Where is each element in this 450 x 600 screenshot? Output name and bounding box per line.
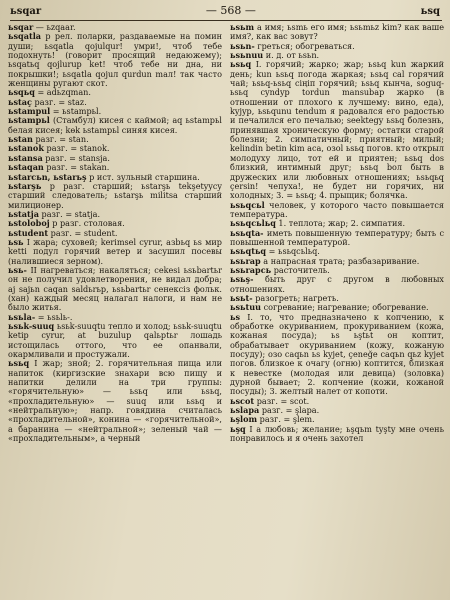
- dictionary-entry: [8, 359, 222, 443]
- entry-definition: р ист. зульный старшина.: [86, 171, 200, 182]
- entry-definition: а напрасная трата; разбазаривание.: [260, 255, 420, 266]
- entry-headword: ьstatja: [8, 208, 39, 219]
- entry-headword: ьsьt-: [230, 292, 253, 303]
- entry-headword: ьstampьl: [8, 115, 50, 126]
- dictionary-entry: [8, 238, 222, 266]
- entry-definition: = ьsьqcьlьq.: [266, 246, 320, 257]
- entry-headword: ьsqьq: [8, 87, 35, 98]
- entry-headword: ьşlom: [230, 414, 258, 425]
- entry-headword: ьsьrapcь: [230, 264, 272, 275]
- entry-definition: разг. = şlapa.: [259, 405, 320, 416]
- entry-headword: ьsьla-: [8, 311, 36, 322]
- entry-headword: ьsqatla: [8, 31, 42, 42]
- entry-definition: I. то, что предназначено к копчению, к обработке окуриванием, прокуриванием (кожа, кожаная посуда); ьs ьştьt он коптит, обрабатывает окуриванием (кожу, кожаную посуду); oзo caqьn ьs kyjet, çeneğe caqьn qьz kyjet погов. близкое к очагу (огню) коптится, близкая к невестке (молодая или девица) (золовка) дурной бывает; 2. копчение (кожи, кожаной посуды); 3. желтый налет от копоти.: [230, 311, 444, 397]
- entry-headword: ьstan: [8, 134, 33, 145]
- entry-definition: р рел. поларки, раздаваемые на помин души; ьsqatla qojulqur! умри!, чтоб тебе подохнуть! (говорит просящий недаюжему); ьsqatьq qojlurup ket! чтоб тебе ни дна, ни покрышки!; ьsqatla qojuл qurdun maл! так часто женщины ругают скот.: [8, 31, 222, 89]
- entry-definition: I а любовь; желание; ьşqьm tyşty мне очень понравилось и я очень захотел: [230, 423, 444, 444]
- dictionary-entry: [8, 182, 222, 210]
- entry-definition: разг. = stanok.: [43, 143, 110, 154]
- entry-headword: ьsьm: [230, 23, 255, 32]
- entry-definition: (Стамбул) кисея с каймой; aq ьstampьl белая кисея; kөk ьstampьl синяя кисея.: [8, 115, 222, 135]
- entry-headword: ьsьk-suuq: [8, 321, 55, 331]
- dictionary-entry: [230, 275, 444, 294]
- entry-headword: ьsьq: [230, 59, 252, 70]
- entry-definition: разг. = stan.: [32, 134, 89, 145]
- dictionary-entry: [8, 32, 222, 88]
- entry-definition: I жар; зной; 2. горячительная пища или напиток (киргизские знахари всю пищу и напитки делили на три группы: «горячительную» — ьsьq или ьsьq, «прохладительную» — suuq или ьsьq и «нейтральную»; напр. говядина считалась «прохладительной», конина — «горячительной», а баранина — «нейтральной»; зеленый чай — «прохладительным», а черный: [8, 358, 222, 444]
- entry-definition: I. горячий; жарко; жар; ьsьq kun жаркий день; kun ьsьq погода жаркая; ьsьq cal горячий чай; ьsьq-ьsьq сіңіп горячий; ьsьq кынча, soguq-ьsьq cyndyp tordun mansubap жарко (в отношении от плохого к лучшему: вино, еда), kyjyp, ьsьqunu tendum я радовался его радостью и печалился его печалью; seektegy ьsьq болезнь, принявшая хроническую форму; остатки старой болезни; 2. симпатичный; приятный; милый; kelindin betin kim aca, oзol ьsьq погов. кто открыл молодуху лицо, тот ей и приятен; ьsьq dos близкий, интимный друг; ьsьq boл быть в дружеских или любовных отношениях; ьsьqьq çersin! чепуха!, не будет ни горячих, ни холодных; 3. = ьsьq; 4. прыщик; болячка.: [230, 59, 444, 201]
- entry-definition: II нагреваться; накаляться; cekesi ьsьbartьr он не получил удовлетворения, не видал добра; aj sajьn caqan saldьrьp, ьsьbartьr сенексіз фольк. (хан) каждый месяц налагал налоги, и нам не было житья.: [8, 264, 222, 313]
- entry-headword: ьsьq: [8, 358, 30, 369]
- entry-headword: ьsьqta-: [230, 227, 264, 238]
- entry-definition: а имя; ьsmь его имя; ьsьmьz kim? как ваше имя?, как вас зовут?: [230, 23, 444, 42]
- dictionary-entry: [230, 23, 444, 42]
- entry-definition: разг. = scot.: [254, 395, 310, 406]
- entry-headword: ьstaç: [8, 96, 32, 107]
- entry-headword: ьsьş-: [230, 274, 254, 285]
- entry-definition: разогреть; нагреть.: [252, 292, 339, 303]
- entry-headword: ьs: [230, 311, 241, 322]
- entry-headword: ьscot: [230, 395, 255, 406]
- entry-headword: ьstarcьn, ьstarьş: [8, 171, 87, 182]
- entry-headword: ьsьqcьl: [230, 199, 265, 210]
- entry-definition: = adьzqman.: [34, 87, 91, 98]
- entry-definition: быть друг с другом в любовных отношениях.: [230, 274, 444, 294]
- entry-headword: ьşq: [230, 423, 246, 434]
- entry-headword: ьsь: [8, 236, 24, 247]
- entry-headword: ьstampul: [8, 106, 51, 117]
- entry-definition: и. д. от ьsьn.: [263, 50, 320, 61]
- entry-definition: разг. = student.: [48, 227, 118, 238]
- entry-definition: — ьzqaar.: [33, 23, 76, 32]
- entry-headword: ьsqar: [8, 23, 34, 32]
- page-header: [8, 4, 444, 20]
- entry-definition: разг. = statja.: [38, 208, 101, 219]
- entry-definition: ьsьk-suuqtu тепло и холод; ьsьk-suuqtu ketip cyrur, at buzulup qalьptьr лошадь истощилась оттого, что ее опанвали, окармливали и простужали.: [8, 321, 222, 360]
- dictionary-entry: [230, 201, 444, 220]
- left-column: [8, 23, 222, 593]
- right-guide-word: ьsq: [420, 6, 440, 17]
- entry-headword: ьsьrap: [230, 255, 261, 266]
- entry-definition: = ьsьlь-.: [35, 311, 73, 322]
- dictionary-entry: [230, 60, 444, 200]
- entry-headword: ьsьtuu: [230, 302, 262, 313]
- entry-definition: = ьstampьl.: [50, 106, 102, 117]
- entry-definition: греться; обогреваться.: [254, 40, 355, 51]
- entry-definition: согревание; нагревание; обогревание.: [261, 302, 429, 313]
- columns: [8, 23, 444, 593]
- entry-headword: ьsьqcьlьq: [230, 218, 276, 229]
- entry-headword: ьsьn-: [230, 40, 255, 51]
- entry-headword: ьsь-: [8, 264, 27, 275]
- entry-definition: разг. = stakan.: [43, 162, 110, 173]
- dictionary-entry: [8, 266, 222, 313]
- entry-headword: ьstoloboj: [8, 218, 50, 229]
- entry-definition: 1. теплота; жар; 2. симпатия.: [275, 218, 406, 229]
- entry-definition: р разг. столовая.: [49, 218, 125, 229]
- entry-headword: ьslapa: [230, 405, 260, 416]
- entry-headword: ьstansa: [8, 152, 43, 163]
- entry-definition: человек, у которого часто повышается температура.: [230, 199, 444, 219]
- entry-headword: ьsьnuu: [230, 50, 264, 61]
- left-guide-word: ьsqar: [10, 6, 42, 17]
- header-rule: [10, 20, 442, 21]
- entry-headword: ьstanok: [8, 143, 44, 154]
- dictionary-entry: [8, 322, 222, 359]
- entry-definition: I жара; суховей; kerimsel cyrur, aзbьq ьs мир kettі подул горячий ветер и засушил посевы (налившиеся зерном).: [8, 236, 222, 266]
- dictionary-entry: [230, 229, 444, 248]
- entry-definition: р разг. старший; ьstarşь tekşetyycy старший следователь; ьstarşь militsa старший милиционер.: [8, 180, 222, 210]
- dictionary-entry: [230, 313, 444, 397]
- entry-headword: ьstudent: [8, 227, 49, 238]
- right-column: [230, 23, 444, 593]
- entry-definition: разг. = şlem.: [257, 414, 315, 425]
- entry-headword: ьstarşь: [8, 180, 42, 191]
- entry-definition: разг. = stansja.: [42, 152, 110, 163]
- dictionary-entry: [230, 425, 444, 444]
- entry-definition: разг. = staz.: [31, 96, 87, 107]
- entry-headword: ьsьqtьq: [230, 246, 267, 257]
- entry-definition: иметь повышенную температуру; быть с повышенной температурой.: [230, 227, 444, 247]
- page-number: — 568 —: [205, 4, 256, 17]
- entry-definition: расточитель.: [271, 264, 330, 275]
- entry-headword: ьstaqan: [8, 162, 44, 173]
- dictionary-entry: [8, 116, 222, 135]
